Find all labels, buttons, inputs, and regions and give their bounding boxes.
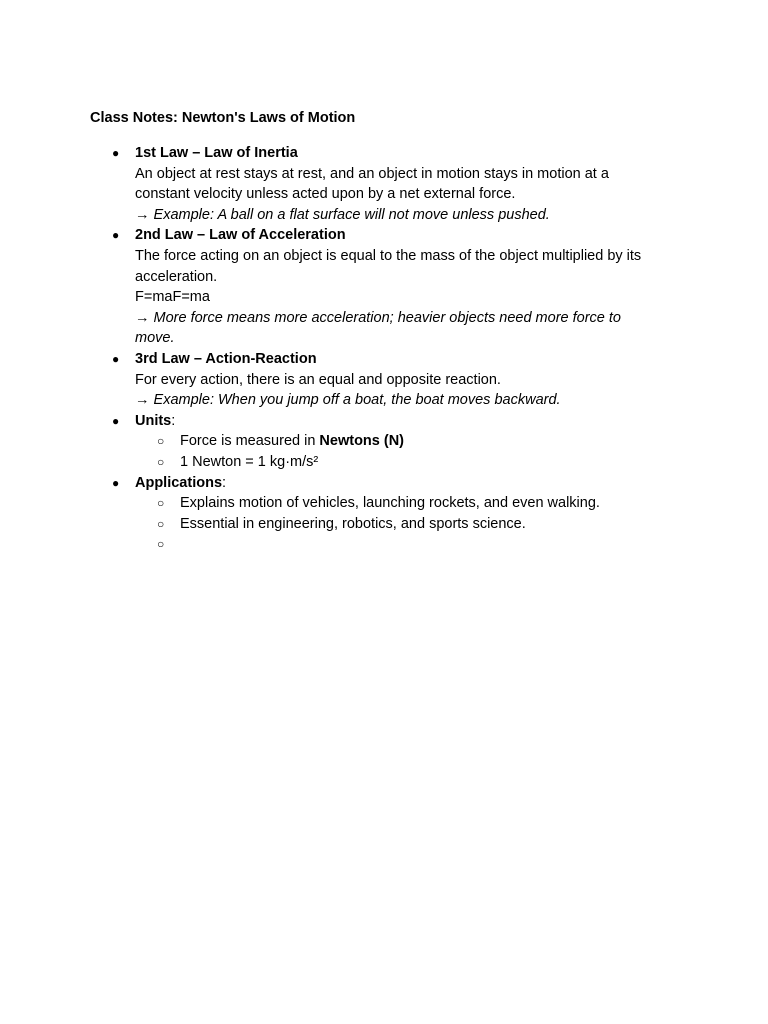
units-sub1-line <box>180 431 690 452</box>
units-sub1-bold: Newtons (N) <box>319 433 405 450</box>
units-sub2: 1 Newton = 1 kg·m/s² <box>180 453 319 470</box>
sub-bullet-icon: ○ <box>157 454 165 469</box>
law2-note-line1: → More force means more acceleration; heavier objects need more force to <box>135 309 621 326</box>
applications-heading-line <box>135 473 690 494</box>
sub-bullet-icon: ○ <box>157 434 165 449</box>
list-item-law2 <box>90 225 690 349</box>
notes-list <box>90 143 690 555</box>
units-colon: : <box>171 412 176 429</box>
applications-sub2: Essential in engineering, robotics, and sports science. <box>180 515 526 532</box>
law3-example: → Example: When you jump off a boat, the boat moves backward. <box>135 392 561 409</box>
applications-sub1: Explains motion of vehicles, launching rockets, and even walking. <box>180 495 600 512</box>
law2-text-line1: The force acting on an object is equal to the mass of the object multiplied by its <box>135 247 642 264</box>
units-heading: Units <box>135 412 172 429</box>
units-heading-line <box>135 411 690 432</box>
list-item-units <box>90 411 690 473</box>
bullet-icon: ● <box>112 475 120 490</box>
list-item-applications <box>90 473 690 555</box>
page-title: Class Notes: Newton's Laws of Motion <box>90 110 356 126</box>
law1-text-line2: constant velocity unless acted upon by a net external force. <box>135 186 516 203</box>
law2-note-line2: move. <box>135 330 175 347</box>
bullet-icon: ● <box>112 413 120 428</box>
sublist-item-applications-3 <box>135 534 690 555</box>
law2-text-line2: acceleration. <box>135 268 218 285</box>
units-sub1-prefix: Force is measured in <box>180 433 320 450</box>
sublist-item-units-2 <box>135 452 690 473</box>
sub-bullet-icon: ○ <box>157 537 165 552</box>
law2-heading: 2nd Law – Law of Acceleration <box>135 227 346 244</box>
sublist-item-applications-2 <box>135 514 690 535</box>
sublist-item-units-1 <box>135 431 690 452</box>
applications-colon: : <box>222 474 227 491</box>
list-item-law1 <box>90 143 690 225</box>
law1-text-line1: An object at rest stays at rest, and an object in motion stays in motion at a <box>135 165 609 182</box>
bullet-icon: ● <box>112 228 120 243</box>
sub-bullet-icon: ○ <box>157 496 165 511</box>
bullet-icon: ● <box>112 351 120 366</box>
list-item-law3 <box>90 349 690 411</box>
sub-bullet-icon: ○ <box>157 516 165 531</box>
sublist-item-applications-1 <box>135 493 690 514</box>
law1-heading: 1st Law – Law of Inertia <box>135 145 298 161</box>
law2-formula: F=maF=ma <box>135 289 210 306</box>
applications-heading: Applications <box>135 474 223 491</box>
law3-text-line1: For every action, there is an equal and opposite reaction. <box>135 371 501 388</box>
law3-heading: 3rd Law – Action-Reaction <box>135 350 317 367</box>
law1-example: → Example: A ball on a flat surface will not move unless pushed. <box>135 206 550 223</box>
bullet-icon: ● <box>112 146 120 160</box>
applications-sub3 <box>180 534 690 555</box>
